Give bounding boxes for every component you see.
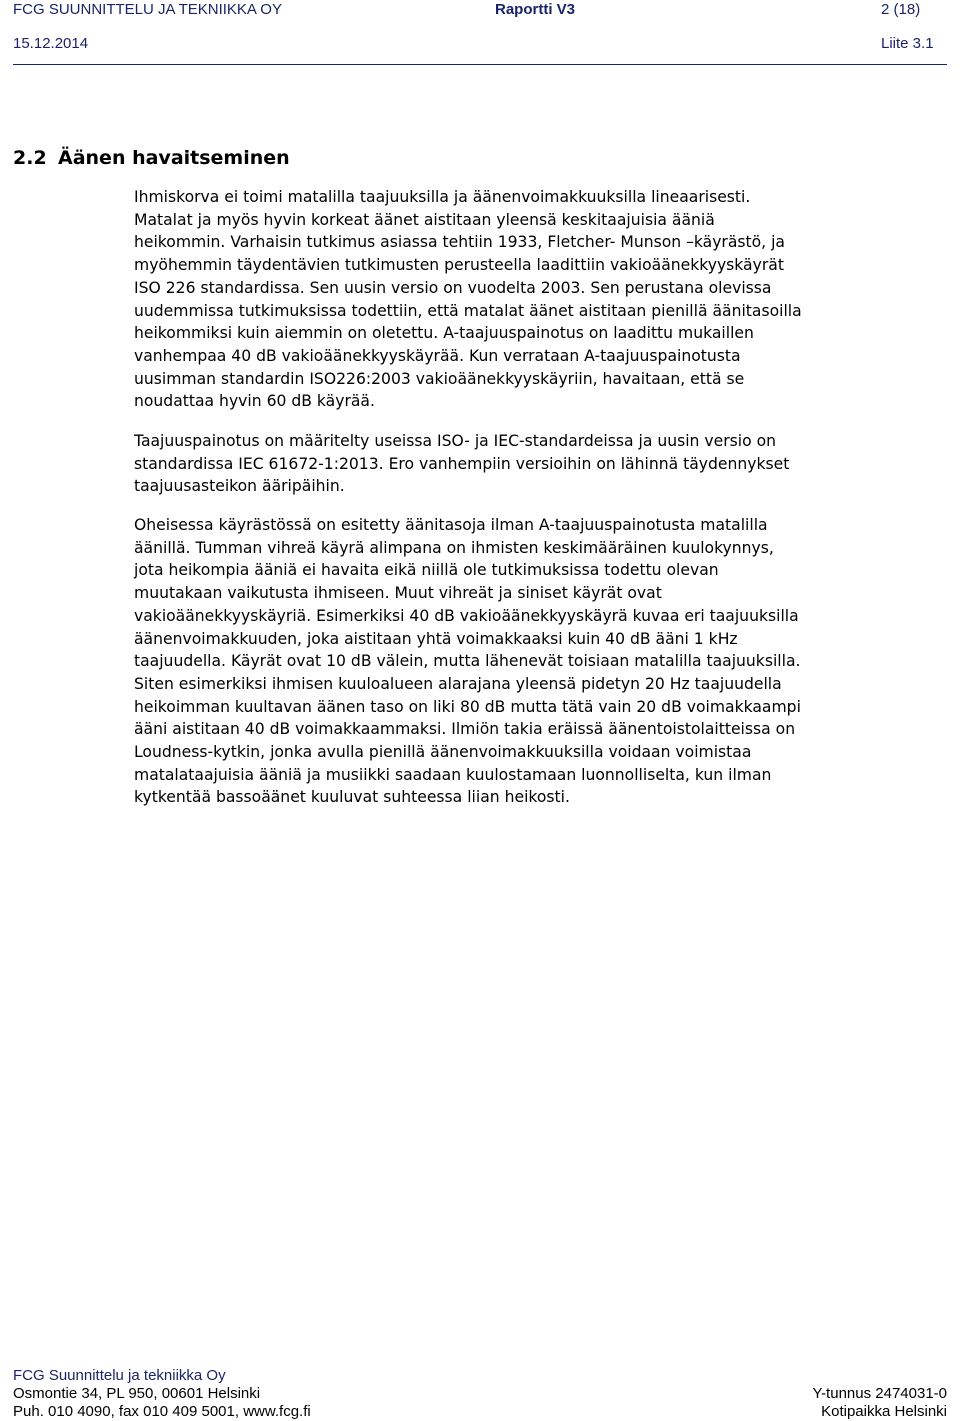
paragraph-line: standardissa IEC 61672-1:2013. Ero vanhempiin versioihin on lähinnä täydennykset (134, 454, 790, 473)
footer-company: FCG Suunnittelu ja tekniikka Oy (13, 1367, 226, 1384)
paragraph-line: äänillä. Tumman vihreä käyrä alimpana on ihmisten keskimääräinen kuulokynnys, (134, 538, 774, 557)
paragraph-line: vanhempaa 40 dB vakioäänekkyyskäyrää. Kun verrataan A-taajuuspainotusta (134, 346, 741, 365)
paragraph-line: jota heikompia ääniä ei havaita eikä niillä ole tutkimuksissa todettu olevan (134, 561, 719, 580)
section-heading (13, 147, 290, 169)
header-appendix: Liite 3.1 (881, 35, 934, 52)
paragraph-line: ISO 226 standardissa. Sen uusin versio on vuodelta 2003. Sen perustana olevissa (134, 278, 772, 297)
header-date: 15.12.2014 (13, 35, 89, 52)
footer-address: Osmontie 34, PL 950, 00601 Helsinki (13, 1385, 261, 1402)
paragraph-line: heikommiksi kuin aiemmin on oletettu. A-taajuuspainotus on laadittu mukaillen (134, 324, 754, 343)
footer-domicile: Kotipaikka Helsinki (821, 1403, 947, 1420)
paragraph-line: myöhemmin täydentävien tutkimusten perusteella laadittiin vakioäänekkyyskäyrät (134, 256, 784, 275)
paragraph-line: uusimman standardin ISO226:2003 vakioäänekkyyskäyriin, havaitaan, että se (134, 369, 745, 388)
paragraph-line: Oheisessa käyrästössä on esitetty äänitasoja ilman A-taajuuspainotusta matalilla (134, 516, 768, 534)
paragraph-line: Matalat ja myös hyvin korkeat äänet aistitaan yleensä keskitaajuisia ääniä (134, 210, 715, 229)
paragraph-line: uudemmissa tutkimuksissa todettiin, että matalat äänet aistitaan pienillä äänitasoilla (134, 301, 802, 320)
paragraph-line: taajuudella. Käyrät ovat 10 dB välein, mutta lähenevät toisiaan matalilla taajuuksilla. (134, 652, 801, 671)
header-report-title: Raportti V3 (495, 1, 576, 18)
paragraph-line: äänenvoimakkuuden, joka aistitaan yhtä voimakkaaksi kuin 40 dB ääni 1 kHz (134, 629, 738, 648)
header-company: FCG SUUNNITTELU JA TEKNIIKKA OY (13, 1, 282, 18)
paragraph-line: Loudness-kytkin, jonka avulla pienillä äänenvoimakkuuksilla voidaan voimistaa (134, 743, 752, 762)
page-footer (13, 1364, 947, 1421)
paragraph-1 (134, 186, 934, 413)
paragraph-line: heikommin. Varhaisin tutkimus asiassa tehtiin 1933, Fletcher- Munson –käyrästö, ja (134, 233, 785, 252)
header-page-number: 2 (18) (881, 1, 921, 18)
paragraph-line: kytkentää bassoäänet kuuluvat suhteessa liian heikosti. (134, 788, 570, 807)
paragraph-line: heikoimman kuultavan äänen taso on liki 80 dB mutta tätä vain 20 dB voimakkaampi (134, 697, 801, 716)
paragraph-line: Taajuuspainotus on määritelty useissa ISO- ja IEC-standardeissa ja uusin versio on (134, 432, 777, 450)
paragraph-line: taajuusasteikon ääripäihin. (134, 477, 345, 496)
paragraph-line: ääni aistitaan 40 dB voimakkaammaksi. Ilmiön takia eräissä äänentoistolaitteissa on (134, 720, 796, 739)
paragraph-line: Ihmiskorva ei toimi matalilla taajuuksilla ja äänenvoimakkuuksilla lineaarisesti. (134, 188, 751, 206)
paragraph-3 (134, 514, 934, 809)
footer-business-id: Y-tunnus 2474031-0 (812, 1385, 947, 1402)
paragraph-line: Siten esimerkiksi ihmisen kuuloalueen alarajana yleensä pidetyn 20 Hz taajuudella (134, 674, 782, 693)
paragraph-line: matalataajuisia ääniä ja musiikki saadaan kuulostamaan luonnolliselta, kun ilman (134, 765, 772, 784)
paragraph-line: noudattaa hyvin 60 dB käyrää. (134, 392, 375, 411)
paragraph-line: vakioäänekkyyskäyriä. Esimerkiksi 40 dB vakioäänekkyyskäyrä kuvaa eri taajuuksilla (134, 606, 799, 625)
paragraph-2 (134, 430, 934, 498)
section-title: Äänen havaitseminen (58, 147, 290, 169)
page-header (13, 0, 947, 64)
section-number: 2.2 (13, 147, 47, 169)
footer-contact: Puh. 010 4090, fax 010 409 5001, www.fcg.fi (13, 1403, 311, 1420)
paragraph-line: muutakaan vaikutusta ihmiseen. Muut vihreät ja siniset käyrät ovat (134, 584, 662, 603)
header-divider (13, 64, 947, 65)
